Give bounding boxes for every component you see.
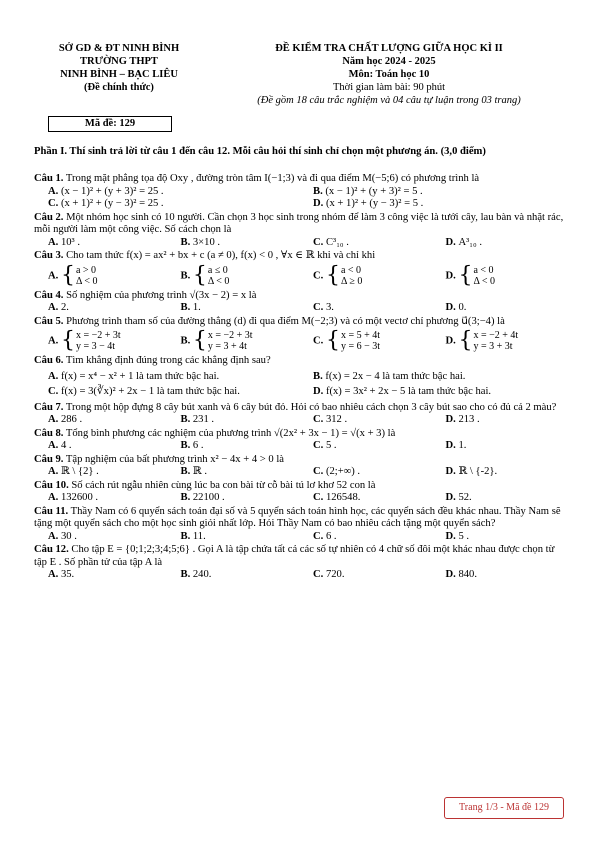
option-letter: C. — [313, 335, 326, 347]
option-letter: A. — [48, 530, 61, 542]
equation-system — [458, 262, 495, 288]
option-text: 3×10 . — [192, 236, 221, 248]
option-d — [432, 492, 565, 505]
brace-icon: { — [60, 262, 75, 288]
exam-time: Thời gian làm bài: 90 phút — [333, 82, 445, 93]
option-c — [299, 302, 432, 315]
system-line: y = 3 + 4t — [207, 341, 247, 352]
option-letter: A. — [48, 236, 61, 248]
option-text: (x − 1)² + (y + 3)² = 25 . — [60, 185, 164, 197]
option-text: 2. — [60, 302, 69, 313]
option-c — [299, 569, 432, 582]
option-letter: A. — [48, 269, 61, 281]
option-row — [34, 302, 564, 315]
option-letter: A. — [48, 370, 61, 382]
option-b — [167, 531, 300, 544]
system-line: a < 0 — [473, 264, 494, 276]
option-letter: C. — [313, 569, 326, 580]
option-text: 6 . — [325, 530, 337, 542]
option-text: 22100 . — [192, 492, 225, 503]
option-text: 6 . — [192, 440, 204, 451]
option-row — [34, 466, 564, 479]
option-d — [299, 386, 564, 399]
question — [34, 250, 564, 287]
equation-system — [326, 330, 380, 352]
option-a — [34, 237, 167, 250]
option-text: 0. — [458, 302, 467, 313]
equation-system — [193, 330, 253, 352]
question — [34, 173, 564, 211]
option-row — [34, 531, 564, 544]
question — [34, 428, 564, 453]
option-row — [34, 386, 564, 399]
question-text — [34, 355, 564, 368]
option-c — [299, 440, 432, 453]
page-footer: Trang 1/3 - Mã đề 129 — [444, 797, 564, 819]
question-text — [34, 316, 564, 329]
question — [34, 290, 564, 315]
exam-header — [214, 42, 564, 107]
brace-icon: { — [192, 262, 207, 288]
option-letter: A. — [48, 466, 61, 477]
option-letter: C. — [48, 198, 61, 209]
question-label: Câu 10. — [34, 479, 69, 491]
option-a — [34, 330, 167, 352]
option-letter: B. — [180, 530, 193, 542]
option-letter: D. — [313, 198, 326, 209]
question-text — [34, 454, 564, 467]
option-letter: C. — [313, 492, 326, 503]
question-label: Câu 4. — [34, 289, 64, 301]
equation-system — [60, 262, 98, 288]
option-row — [34, 186, 564, 199]
option-text: 11. — [192, 530, 206, 542]
question — [34, 402, 564, 427]
option-row — [34, 569, 564, 582]
equation-system — [192, 262, 230, 288]
option-a — [34, 440, 167, 453]
option-letter: D. — [445, 530, 459, 542]
option-text: 35. — [60, 569, 75, 580]
school-year: Năm học 2024 - 2025 — [342, 56, 436, 67]
option-letter: D. — [445, 335, 459, 347]
question-body: Tổng bình phương các nghiệm của phương trình √(2x² + 3x − 1) = √(x + 3) là — [63, 427, 396, 439]
question-label: Câu 6. — [34, 355, 64, 366]
option-letter: A. — [48, 335, 61, 347]
school-name: NINH BÌNH – BẠC LIÊU — [60, 69, 178, 80]
option-c — [299, 237, 432, 250]
brace-icon: { — [325, 328, 340, 353]
option-letter: C. — [313, 414, 326, 425]
option-text: A³₁₀ . — [458, 236, 482, 248]
option-b — [299, 371, 564, 384]
option-letter: B. — [180, 335, 193, 347]
option-text: f(x) = 3(∛x)² + 2x − 1 là tam thức bậc hai. — [60, 386, 240, 397]
option-text: f(x) = x⁴ − x² + 1 là tam thức bậc hai. — [60, 370, 220, 382]
option-letter: B. — [180, 440, 193, 451]
question-label: Câu 8. — [34, 427, 64, 439]
option-b — [299, 186, 564, 199]
question-text — [34, 402, 564, 415]
question — [34, 544, 564, 582]
system-line: x = −2 + 3t — [75, 330, 121, 341]
option-row — [34, 198, 564, 211]
option-letter: A. — [48, 414, 61, 425]
option-text: (x − 1)² + (y + 3)² = 5 . — [325, 185, 423, 197]
option-c — [299, 466, 432, 479]
option-text: f(x) = 3x² + 2x − 5 là tam thức bậc hai. — [325, 386, 492, 397]
question-text — [34, 250, 564, 263]
option-text: 213 . — [458, 414, 480, 425]
question-label: Câu 1. — [34, 173, 64, 184]
option-letter: D. — [445, 569, 459, 580]
option-text: ℝ \ {-2}. — [458, 466, 498, 477]
question-body: Tìm khẳng định đúng trong các khẳng định sau? — [63, 355, 271, 366]
subject: Môn: Toán học 10 — [348, 69, 430, 80]
system-line: y = 6 − 3t — [340, 341, 381, 352]
option-c — [299, 330, 432, 352]
question — [34, 480, 564, 505]
question-body: Cho tam thức f(x) = ax² + bx + c (a ≠ 0), f(x) < 0 , ∀x ∈ ℝ khi và chỉ khi — [63, 250, 376, 261]
system-line: a < 0 — [340, 264, 362, 276]
option-letter: C. — [313, 530, 326, 542]
question-text — [34, 544, 564, 569]
question — [34, 454, 564, 479]
question-label: Câu 3. — [34, 250, 64, 261]
question — [34, 506, 564, 544]
equation-system — [325, 262, 363, 288]
system-line: x = −2 + 4t — [473, 330, 519, 341]
brace-icon: { — [60, 328, 75, 353]
system-line: Δ < 0 — [75, 275, 98, 287]
option-d — [432, 414, 565, 427]
option-b — [167, 262, 300, 288]
system-line: y = 3 − 4t — [75, 341, 116, 352]
option-letter: B. — [180, 302, 193, 313]
question-label: Câu 7. — [34, 401, 64, 413]
option-b — [167, 466, 300, 479]
exam-code-box: Mã đề: 129 — [48, 116, 172, 132]
option-d — [432, 466, 565, 479]
option-text: ℝ . — [192, 466, 207, 477]
option-letter: A. — [48, 302, 61, 313]
question-body: Trong mặt phẳng tọa độ Oxy , đường tròn tâm I(−1;3) và đi qua điểm M(−5;6) có phương trình là — [63, 173, 480, 184]
option-d — [299, 198, 564, 211]
option-letter: B. — [180, 492, 193, 503]
option-text: 4 . — [60, 440, 72, 451]
option-letter: C. — [313, 466, 326, 477]
option-c — [299, 531, 432, 544]
option-letter: D. — [445, 302, 459, 313]
option-text: (x + 1)² + (y − 3)² = 5 . — [325, 198, 424, 209]
option-letter: A. — [48, 185, 61, 197]
option-text: C³₁₀ . — [325, 236, 349, 248]
option-d — [432, 237, 565, 250]
question — [34, 212, 564, 250]
option-letter: D. — [445, 492, 459, 503]
brace-icon: { — [192, 328, 207, 353]
option-letter: B. — [180, 466, 193, 477]
option-row — [34, 492, 564, 505]
option-a — [34, 414, 167, 427]
option-b — [167, 414, 300, 427]
option-letter: D. — [445, 236, 459, 248]
option-a — [34, 371, 299, 384]
option-row — [34, 262, 564, 288]
option-letter: D. — [445, 466, 459, 477]
option-row — [34, 440, 564, 453]
option-text: 240. — [192, 569, 212, 580]
option-a — [34, 569, 167, 582]
option-d — [432, 440, 565, 453]
option-text: 840. — [458, 569, 477, 580]
option-text: (2;+∞) . — [325, 466, 361, 477]
option-letter: B. — [180, 236, 193, 248]
question-label: Câu 5. — [34, 315, 64, 327]
option-row — [34, 371, 564, 384]
question-body: Số nghiệm của phương trình √(3x − 2) = x là — [63, 289, 257, 301]
question-label: Câu 11. — [34, 505, 69, 517]
system-line: Δ < 0 — [473, 275, 495, 287]
question — [34, 355, 564, 399]
question — [34, 316, 564, 353]
question-label: Câu 9. — [34, 453, 64, 465]
exam-title: ĐỀ KIỂM TRA CHẤT LƯỢNG GIỮA HỌC KÌ II — [275, 43, 503, 54]
option-letter: D. — [445, 414, 459, 425]
option-letter: B. — [180, 569, 193, 580]
option-a — [34, 531, 167, 544]
option-text: 312 . — [325, 414, 348, 425]
option-text: 52. — [458, 492, 472, 503]
department: SỞ GD & ĐT NINH BÌNH — [58, 43, 180, 54]
option-text: 720. — [325, 569, 345, 580]
option-letter: B. — [313, 185, 326, 197]
option-a — [34, 186, 299, 199]
option-text: (x + 1)² + (y − 3)² = 25 . — [60, 198, 164, 209]
option-letter: C. — [313, 302, 326, 313]
option-b — [167, 492, 300, 505]
option-text: 5 . — [458, 530, 470, 542]
option-letter: B. — [180, 414, 193, 425]
option-text: 5 . — [325, 440, 337, 451]
option-text: 3. — [325, 302, 334, 313]
option-text: 231 . — [192, 414, 215, 425]
system-line: x = −2 + 3t — [207, 330, 253, 341]
option-letter: C. — [313, 236, 326, 248]
question-body: Phương trình tham số của đường thẳng (d) đi qua điểm M(−2;3) và có một vectơ chỉ phương u⃗(3;−4) là — [63, 315, 505, 327]
option-b — [167, 237, 300, 250]
option-text: f(x) = 2x − 4 là tam thức bậc hai. — [325, 370, 466, 382]
option-letter: A. — [48, 440, 61, 451]
system-line: x = 5 + 4t — [340, 330, 381, 341]
option-c — [34, 198, 299, 211]
option-d — [432, 262, 565, 288]
brace-icon: { — [325, 262, 340, 288]
question-label: Câu 12. — [34, 544, 69, 555]
option-d — [432, 302, 565, 315]
option-letter: D. — [445, 269, 459, 281]
equation-system — [458, 330, 518, 352]
option-letter: C. — [48, 386, 61, 397]
option-letter: C. — [313, 440, 326, 451]
option-row — [34, 414, 564, 427]
option-c — [299, 414, 432, 427]
option-text: 126548. — [325, 492, 361, 503]
part-1-heading: Phần I. Thí sinh trả lời từ câu 1 đến câu 12. Mỗi câu hỏi thí sinh chỉ chọn một phương án. (3,0 điểm) — [34, 146, 486, 157]
question-body: Cho tập E = {0;1;2;3;4;5;6} . Gọi A là tập chứa tất cả các số tự nhiên có 4 chữ số đôi một khác nhau được chọn từ tập E . Số phần tử của tập A là — [34, 544, 555, 568]
brace-icon: { — [458, 328, 473, 353]
question-body: Thầy Nam có 6 quyển sách toán đại số và 5 quyển sách toán hình học, các quyển sách đều khác nhau. Thầy Nam sẽ tặng một quyển sách cho một học sinh giỏi nhất lớp. Hỏi Thầy Nam có bao nhiêu cách tặng một quyển sách? — [34, 505, 561, 529]
equation-system — [61, 330, 121, 352]
question-text — [34, 212, 564, 237]
system-line: Δ < 0 — [207, 275, 230, 287]
option-a — [34, 466, 167, 479]
question-body: Trong một hộp đựng 8 cây bút xanh và 6 cây bút đỏ. Hỏi có bao nhiêu cách chọn 3 cây bút sao cho có đủ cả 2 màu? — [63, 401, 557, 413]
option-d — [432, 531, 565, 544]
official-note: (Đề chính thức) — [84, 82, 154, 93]
question-body: Tập nghiệm của bất phương trình x² − 4x + 4 > 0 là — [63, 453, 284, 465]
option-letter: D. — [313, 386, 326, 397]
question-text — [34, 173, 564, 186]
option-c — [34, 386, 299, 399]
option-b — [167, 440, 300, 453]
option-letter: B. — [180, 269, 193, 281]
option-a — [34, 302, 167, 315]
question-body: Một nhóm học sinh có 10 người. Cần chọn 3 học sinh trong nhóm để làm 3 công việc là tưới cây, lau bàn và nhặt rác, mỗi người làm một công việc. Số cách chọn là — [34, 211, 564, 235]
question-body: Số cách rút ngẫu nhiên cùng lúc ba con bài từ cỗ bài tú lơ khơ 52 con là — [68, 479, 376, 491]
option-d — [432, 330, 565, 352]
option-letter: B. — [313, 370, 326, 382]
option-text: ℝ \ {2} . — [60, 466, 99, 477]
option-text: 30 . — [60, 530, 77, 542]
system-line: a > 0 — [75, 264, 97, 276]
option-letter: A. — [48, 492, 61, 503]
option-row — [34, 237, 564, 250]
option-d — [432, 569, 565, 582]
option-a — [34, 262, 167, 288]
school-header — [34, 42, 204, 94]
question-label: Câu 2. — [34, 211, 64, 223]
school-type: TRƯỜNG THPT — [80, 56, 158, 67]
option-c — [299, 492, 432, 505]
option-text: 1. — [458, 440, 467, 451]
system-line: Δ ≥ 0 — [340, 275, 363, 287]
question-text — [34, 290, 564, 303]
option-text: 10³ . — [60, 236, 81, 248]
option-b — [167, 302, 300, 315]
question-text — [34, 506, 564, 531]
question-text — [34, 428, 564, 441]
option-b — [167, 569, 300, 582]
question-list — [34, 173, 564, 583]
option-c — [299, 262, 432, 288]
option-letter: D. — [445, 440, 459, 451]
option-row — [34, 330, 564, 352]
question-text — [34, 480, 564, 493]
option-a — [34, 492, 167, 505]
exam-note: (Đề gồm 18 câu trắc nghiệm và 04 câu tự luận trong 03 trang) — [257, 95, 521, 106]
brace-icon: { — [458, 262, 473, 288]
option-text: 132600 . — [60, 492, 99, 503]
option-text: 286 . — [60, 414, 83, 425]
option-letter: C. — [313, 269, 326, 281]
option-b — [167, 330, 300, 352]
system-line: y = 3 + 3t — [473, 341, 513, 352]
option-letter: A. — [48, 569, 61, 580]
option-text: 1. — [192, 302, 201, 313]
system-line: a ≤ 0 — [207, 264, 228, 276]
